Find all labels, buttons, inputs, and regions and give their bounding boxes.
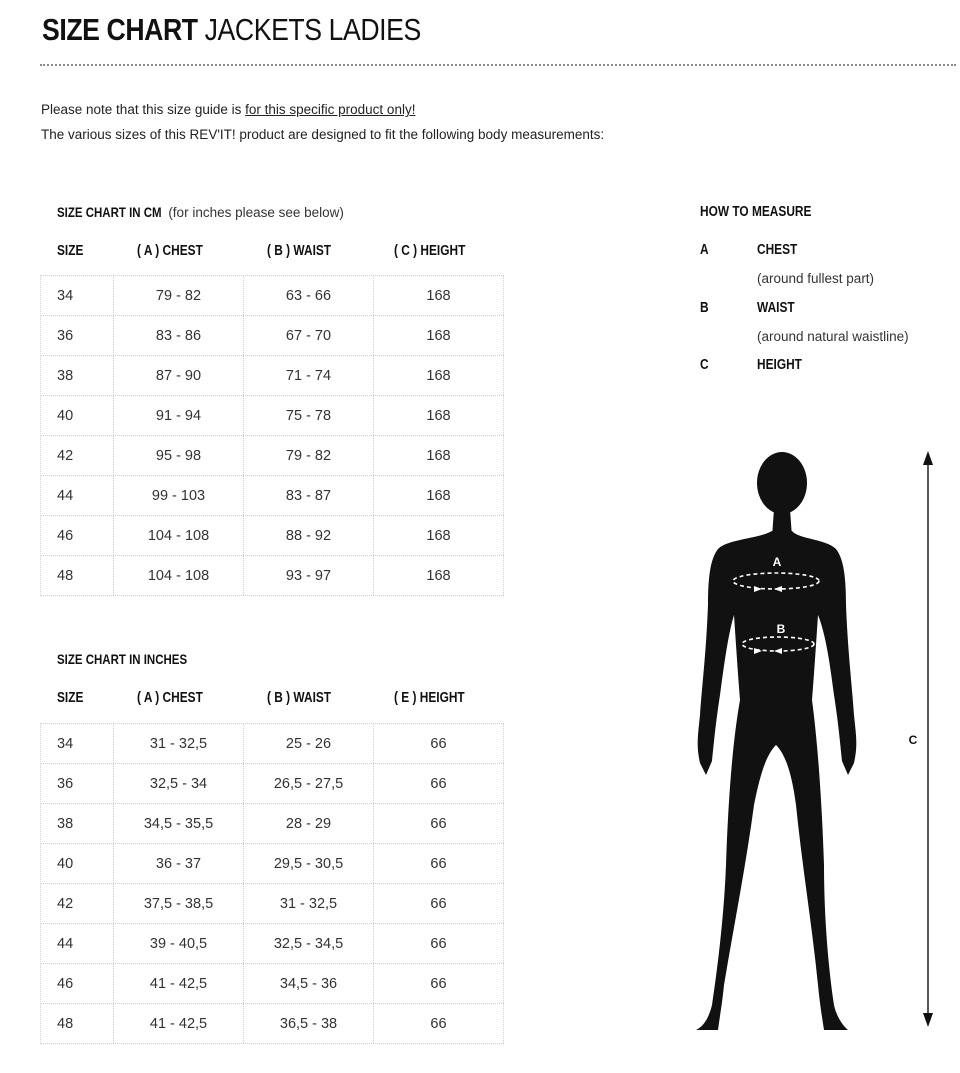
size-cell: 38 bbox=[41, 356, 114, 395]
intro-text: Please note that this size guide is bbox=[41, 102, 246, 117]
chest-cell: 104 - 108 bbox=[114, 516, 244, 555]
size-cell: 38 bbox=[41, 804, 114, 843]
chest-cell: 34,5 - 35,5 bbox=[114, 804, 244, 843]
cm-title-note: (for inches please see below) bbox=[164, 205, 344, 220]
size-cell: 42 bbox=[41, 436, 114, 475]
cm-header-size: SIZE bbox=[57, 243, 84, 259]
cm-table-title bbox=[57, 204, 344, 220]
measure-name-chest: CHEST bbox=[757, 242, 798, 258]
height-cell: 66 bbox=[374, 884, 504, 923]
height-cell: 66 bbox=[374, 724, 504, 763]
inch-title-label: SIZE CHART IN INCHES bbox=[57, 651, 188, 667]
size-cell: 36 bbox=[41, 764, 114, 803]
title-light: JACKETS LADIES bbox=[204, 12, 421, 47]
how-to-measure-title: HOW TO MEASURE bbox=[700, 204, 812, 220]
table-row bbox=[41, 804, 504, 844]
table-row bbox=[41, 476, 504, 516]
waist-cell: 83 - 87 bbox=[244, 476, 374, 515]
waist-cell: 25 - 26 bbox=[244, 724, 374, 763]
table-row bbox=[41, 516, 504, 556]
chest-cell: 104 - 108 bbox=[114, 556, 244, 595]
height-cell: 168 bbox=[374, 516, 504, 555]
product-only-note: for this specific product only! bbox=[245, 102, 416, 117]
measure-desc-chest: (around fullest part) bbox=[757, 271, 875, 286]
size-cell: 44 bbox=[41, 924, 114, 963]
size-cell: 36 bbox=[41, 316, 114, 355]
size-cell: 42 bbox=[41, 884, 114, 923]
cm-header-waist: ( B ) WAIST bbox=[267, 243, 332, 259]
chest-cell: 95 - 98 bbox=[114, 436, 244, 475]
height-cell: 168 bbox=[374, 436, 504, 475]
waist-cell: 28 - 29 bbox=[244, 804, 374, 843]
chest-cell: 41 - 42,5 bbox=[114, 1004, 244, 1043]
chest-cell: 79 - 82 bbox=[114, 276, 244, 315]
chest-cell: 83 - 86 bbox=[114, 316, 244, 355]
height-cell: 66 bbox=[374, 1004, 504, 1043]
cm-title-label: SIZE CHART IN CM bbox=[57, 204, 162, 220]
inch-header-chest: ( A ) CHEST bbox=[137, 690, 203, 706]
size-cell: 40 bbox=[41, 844, 114, 883]
waist-cell: 29,5 - 30,5 bbox=[244, 844, 374, 883]
size-cell: 44 bbox=[41, 476, 114, 515]
page-title bbox=[42, 12, 421, 48]
chest-cell: 99 - 103 bbox=[114, 476, 244, 515]
intro-line-2: The various sizes of this REV'IT! product are designed to fit the following body measurements: bbox=[41, 127, 605, 142]
inch-header-size: SIZE bbox=[57, 690, 84, 706]
table-row bbox=[41, 276, 504, 316]
height-arrow bbox=[923, 451, 933, 1027]
chest-cell: 36 - 37 bbox=[114, 844, 244, 883]
size-cell: 48 bbox=[41, 556, 114, 595]
waist-cell: 75 - 78 bbox=[244, 396, 374, 435]
waist-cell: 36,5 - 38 bbox=[244, 1004, 374, 1043]
table-row bbox=[41, 964, 504, 1004]
measure-desc-waist: (around natural waistline) bbox=[757, 329, 909, 344]
figure-label-c: C bbox=[908, 733, 918, 747]
chest-cell: 37,5 - 38,5 bbox=[114, 884, 244, 923]
table-row bbox=[41, 396, 504, 436]
waist-cell: 34,5 - 36 bbox=[244, 964, 374, 1003]
inch-table-title bbox=[57, 651, 196, 667]
cm-size-table bbox=[40, 275, 504, 596]
waist-cell: 71 - 74 bbox=[244, 356, 374, 395]
figure-label-a: A bbox=[772, 555, 782, 569]
height-cell: 66 bbox=[374, 804, 504, 843]
chest-cell: 91 - 94 bbox=[114, 396, 244, 435]
table-row bbox=[41, 724, 504, 764]
measure-name-waist: WAIST bbox=[757, 300, 795, 316]
chest-cell: 32,5 - 34 bbox=[114, 764, 244, 803]
size-cell: 34 bbox=[41, 724, 114, 763]
height-cell: 168 bbox=[374, 476, 504, 515]
height-cell: 168 bbox=[374, 396, 504, 435]
table-row bbox=[41, 764, 504, 804]
height-cell: 66 bbox=[374, 964, 504, 1003]
height-cell: 168 bbox=[374, 316, 504, 355]
inch-header-height: ( E ) HEIGHT bbox=[394, 690, 465, 706]
table-row bbox=[41, 316, 504, 356]
inch-size-table bbox=[40, 723, 504, 1044]
measurement-figure bbox=[688, 445, 958, 1035]
waist-cell: 31 - 32,5 bbox=[244, 884, 374, 923]
table-row bbox=[41, 556, 504, 596]
inch-header-waist: ( B ) WAIST bbox=[267, 690, 332, 706]
chest-cell: 41 - 42,5 bbox=[114, 964, 244, 1003]
dotted-divider bbox=[40, 64, 956, 66]
figure-label-b: B bbox=[776, 622, 786, 636]
size-cell: 46 bbox=[41, 964, 114, 1003]
chest-cell: 87 - 90 bbox=[114, 356, 244, 395]
waist-cell: 32,5 - 34,5 bbox=[244, 924, 374, 963]
size-cell: 34 bbox=[41, 276, 114, 315]
chest-cell: 39 - 40,5 bbox=[114, 924, 244, 963]
waist-cell: 63 - 66 bbox=[244, 276, 374, 315]
table-row bbox=[41, 1004, 504, 1044]
title-bold: SIZE CHART bbox=[42, 12, 198, 47]
measure-letter-b: B bbox=[700, 300, 709, 316]
table-row bbox=[41, 436, 504, 476]
table-row bbox=[41, 844, 504, 884]
waist-cell: 67 - 70 bbox=[244, 316, 374, 355]
waist-cell: 26,5 - 27,5 bbox=[244, 764, 374, 803]
height-cell: 66 bbox=[374, 764, 504, 803]
height-cell: 168 bbox=[374, 556, 504, 595]
measure-letter-a: A bbox=[700, 242, 709, 258]
table-row bbox=[41, 356, 504, 396]
measure-letter-c: C bbox=[700, 357, 709, 373]
waist-cell: 79 - 82 bbox=[244, 436, 374, 475]
cm-header-chest: ( A ) CHEST bbox=[137, 243, 203, 259]
table-row bbox=[41, 884, 504, 924]
size-cell: 48 bbox=[41, 1004, 114, 1043]
size-cell: 46 bbox=[41, 516, 114, 555]
intro-line-1 bbox=[41, 102, 415, 117]
measure-name-height: HEIGHT bbox=[757, 357, 802, 373]
cm-header-height: ( C ) HEIGHT bbox=[394, 243, 466, 259]
chest-cell: 31 - 32,5 bbox=[114, 724, 244, 763]
female-silhouette-icon bbox=[688, 445, 958, 1035]
waist-cell: 88 - 92 bbox=[244, 516, 374, 555]
waist-cell: 93 - 97 bbox=[244, 556, 374, 595]
table-row bbox=[41, 924, 504, 964]
height-cell: 168 bbox=[374, 356, 504, 395]
height-cell: 66 bbox=[374, 844, 504, 883]
height-cell: 66 bbox=[374, 924, 504, 963]
height-cell: 168 bbox=[374, 276, 504, 315]
size-cell: 40 bbox=[41, 396, 114, 435]
